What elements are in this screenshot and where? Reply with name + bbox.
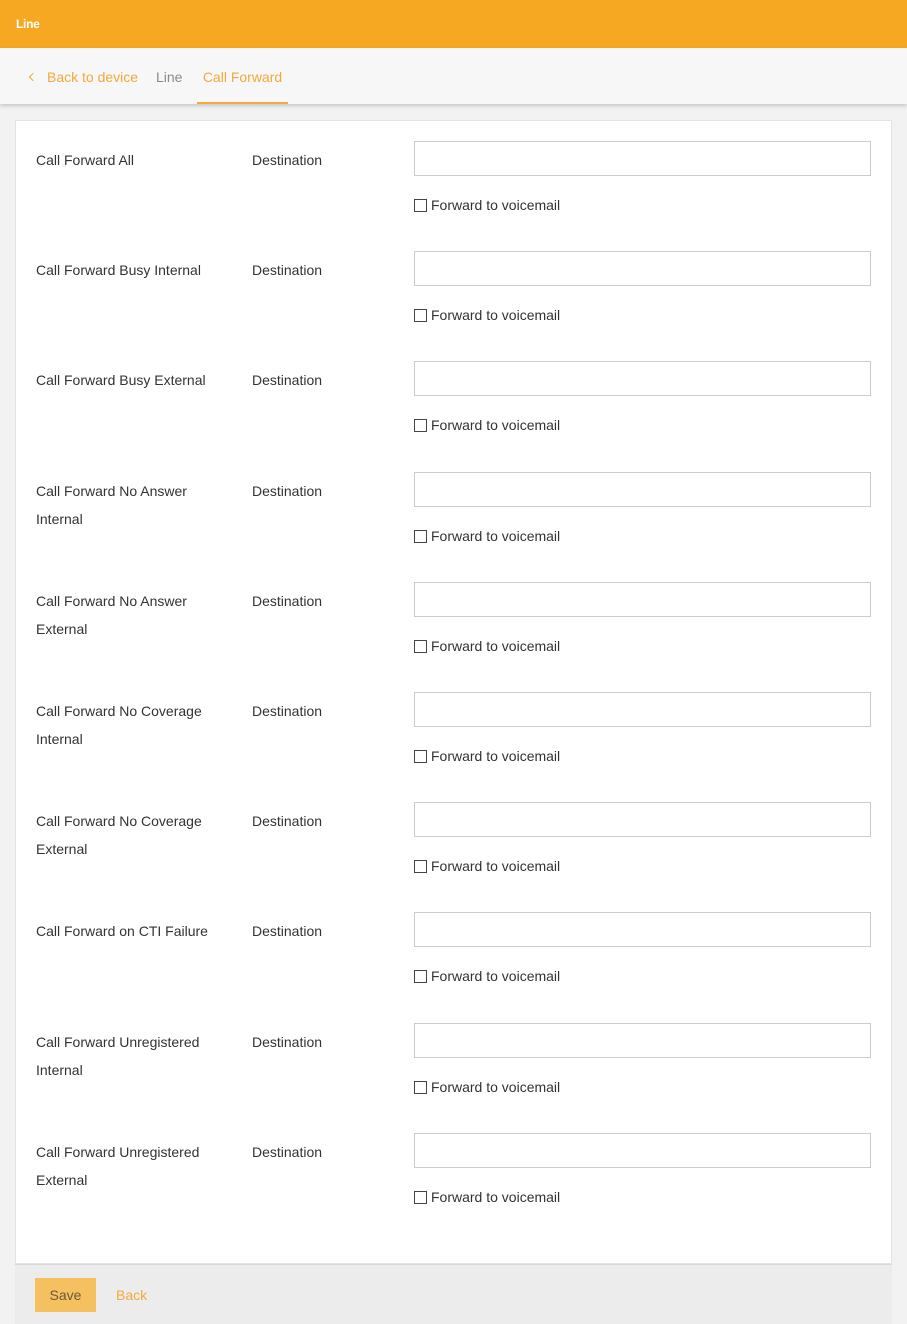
- destination-label: Destination: [252, 483, 323, 499]
- row-label: Call Forward All: [36, 152, 135, 168]
- chevron-left-icon: [29, 73, 37, 81]
- tab-bar: [0, 48, 907, 104]
- checkbox-icon[interactable]: [414, 530, 427, 543]
- checkbox-icon[interactable]: [414, 1191, 427, 1204]
- forward-to-voicemail-checkbox[interactable]: [414, 968, 560, 984]
- row-call-forward-busy-internal: [16, 231, 893, 341]
- row-label: Call Forward on CTI Failure: [36, 923, 208, 939]
- tab-call-forward-label: Call Forward: [202, 69, 283, 85]
- destination-input[interactable]: [414, 1023, 871, 1058]
- forward-to-voicemail-label: Forward to voicemail: [431, 968, 561, 984]
- forward-to-voicemail-checkbox[interactable]: [414, 638, 560, 654]
- destination-input[interactable]: [414, 912, 871, 947]
- destination-input[interactable]: [414, 141, 871, 176]
- destination-label: Destination: [252, 703, 323, 719]
- destination-label: Destination: [252, 813, 323, 829]
- destination-label: Destination: [252, 1034, 323, 1050]
- destination-label: Destination: [252, 1144, 323, 1160]
- form-footer: [15, 1264, 892, 1324]
- forward-to-voicemail-label: Forward to voicemail: [431, 1189, 561, 1205]
- row-call-forward-unregistered-external: [16, 1113, 893, 1223]
- destination-label: Destination: [252, 152, 323, 168]
- forward-to-voicemail-label: Forward to voicemail: [431, 197, 561, 213]
- forward-to-voicemail-checkbox[interactable]: [414, 417, 560, 433]
- forward-to-voicemail-label: Forward to voicemail: [431, 858, 561, 874]
- row-label: Call Forward Busy Internal: [36, 262, 201, 278]
- row-call-forward-all: [16, 121, 893, 231]
- page-title: Line: [16, 17, 40, 31]
- destination-label: Destination: [252, 923, 323, 939]
- row-call-forward-no-coverage-external: [16, 782, 893, 892]
- forward-to-voicemail-checkbox[interactable]: [414, 1189, 560, 1205]
- forward-to-voicemail-label: Forward to voicemail: [431, 1079, 561, 1095]
- destination-input[interactable]: [414, 1133, 871, 1168]
- row-call-forward-busy-external: [16, 341, 893, 451]
- destination-label: Destination: [252, 372, 323, 388]
- destination-input[interactable]: [414, 582, 871, 617]
- checkbox-icon[interactable]: [414, 860, 427, 873]
- tab-back-to-device[interactable]: [30, 48, 138, 104]
- row-label: Call Forward Busy External: [36, 372, 206, 388]
- row-call-forward-on-cti-failure: [16, 892, 893, 1002]
- forward-to-voicemail-checkbox[interactable]: [414, 748, 560, 764]
- checkbox-icon[interactable]: [414, 199, 427, 212]
- tab-back-to-device-label: Back to device: [47, 69, 139, 85]
- forward-to-voicemail-label: Forward to voicemail: [431, 638, 561, 654]
- forward-to-voicemail-checkbox[interactable]: [414, 528, 560, 544]
- forward-to-voicemail-label: Forward to voicemail: [431, 748, 561, 764]
- row-label: Call Forward Unregistered External: [36, 1144, 200, 1188]
- call-forward-form: [15, 120, 892, 1264]
- destination-input[interactable]: [414, 802, 871, 837]
- row-label: Call Forward No Answer Internal: [36, 483, 187, 527]
- row-call-forward-unregistered-internal: [16, 1003, 893, 1113]
- row-label: Call Forward No Coverage External: [36, 813, 202, 857]
- checkbox-icon[interactable]: [414, 1081, 427, 1094]
- row-label: Call Forward No Coverage Internal: [36, 703, 202, 747]
- forward-to-voicemail-checkbox[interactable]: [414, 307, 560, 323]
- forward-to-voicemail-label: Forward to voicemail: [431, 307, 561, 323]
- forward-to-voicemail-label: Forward to voicemail: [431, 417, 561, 433]
- top-bar: [0, 0, 907, 48]
- checkbox-icon[interactable]: [414, 640, 427, 653]
- destination-input[interactable]: [414, 361, 871, 396]
- row-label: Call Forward Unregistered Internal: [36, 1034, 200, 1078]
- destination-input[interactable]: [414, 472, 871, 507]
- save-button[interactable]: Save: [35, 1278, 96, 1312]
- active-tab-indicator: [197, 102, 288, 104]
- forward-to-voicemail-label: Forward to voicemail: [431, 528, 561, 544]
- back-link[interactable]: Back: [116, 1287, 148, 1303]
- destination-label: Destination: [252, 593, 323, 609]
- row-label: Call Forward No Answer External: [36, 593, 187, 637]
- tab-call-forward[interactable]: [197, 48, 288, 104]
- tab-line[interactable]: Line: [156, 69, 183, 85]
- forward-to-voicemail-checkbox[interactable]: [414, 1079, 560, 1095]
- checkbox-icon[interactable]: [414, 309, 427, 322]
- row-call-forward-no-answer-external: [16, 562, 893, 672]
- forward-to-voicemail-checkbox[interactable]: [414, 858, 560, 874]
- destination-label: Destination: [252, 262, 323, 278]
- destination-input[interactable]: [414, 251, 871, 286]
- row-call-forward-no-answer-internal: [16, 452, 893, 562]
- destination-input[interactable]: [414, 692, 871, 727]
- checkbox-icon[interactable]: [414, 750, 427, 763]
- checkbox-icon[interactable]: [414, 419, 427, 432]
- checkbox-icon[interactable]: [414, 970, 427, 983]
- forward-to-voicemail-checkbox[interactable]: [414, 197, 560, 213]
- row-call-forward-no-coverage-internal: [16, 672, 893, 782]
